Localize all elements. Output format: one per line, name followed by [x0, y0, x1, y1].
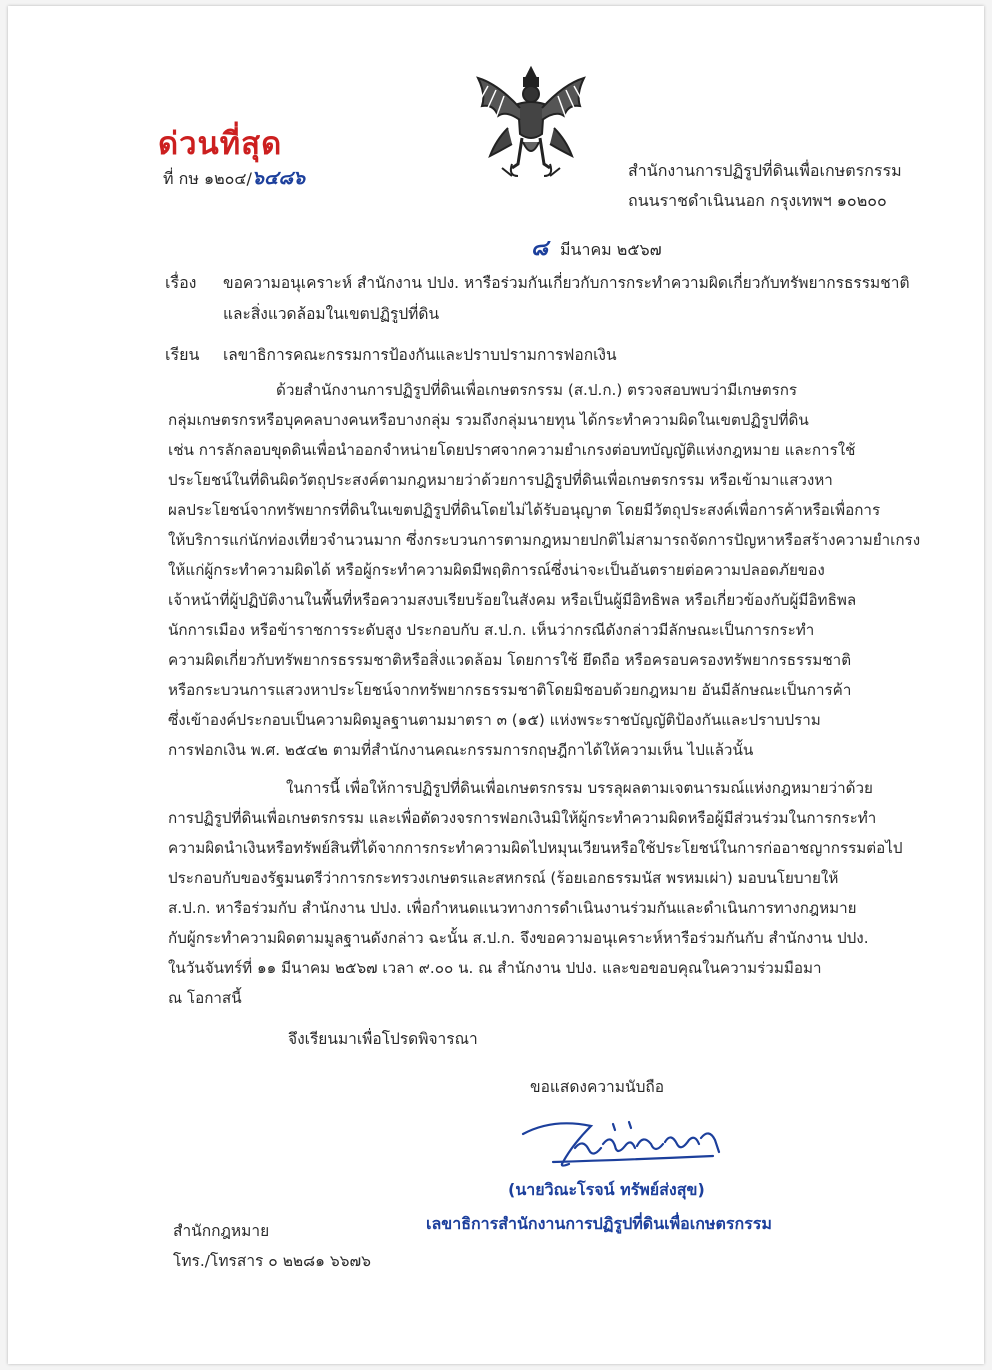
paragraph1-line: หรือกระบวนการแสวงหาประโยชน์จากทรัพยากรธรรมชาติโดยมิชอบด้วยกฎหมาย อันมีลักษณะเป็นการค้า: [168, 681, 852, 699]
letter-page: [8, 6, 984, 1364]
signer-title: เลขาธิการสำนักงานการปฏิรูปที่ดินเพื่อเกษตรกรรม: [426, 1214, 772, 1233]
paragraph1-line: การฟอกเงิน พ.ศ. ๒๕๔๒ ตามที่สำนักงานคณะกรรมการกฤษฎีกาได้ให้ความเห็น ไปแล้วนั้น: [168, 741, 754, 759]
recipient-text: เลขาธิการคณะกรรมการป้องกันและปราบปรามการฟอกเงิน: [223, 346, 617, 364]
footer-department: สำนักกฎหมาย: [173, 1222, 270, 1240]
reference-number: [163, 163, 305, 193]
recipient-label: เรียน: [165, 345, 200, 364]
paragraph2-line: กับผู้กระทำความผิดตามมูลฐานดังกล่าว ฉะนั้น ส.ป.ก. จึงขอความอนุเคราะห์หารือร่วมกันกับ สำนักงาน ปปง.: [168, 929, 869, 947]
paragraph1-line: ผลประโยชน์จากทรัพยากรที่ดินในเขตปฏิรูปที่ดินโดยไม่ได้รับอนุญาต โดยมีวัตถุประสงค์เพื่อการค้าหรือเพื่อการ: [168, 501, 881, 519]
date-month-year: มีนาคม ๒๕๖๗: [559, 240, 662, 259]
paragraph2-line: ในวันจันทร์ที่ ๑๑ มีนาคม ๒๕๖๗ เวลา ๙.๐๐ น. ณ สำนักงาน ปปง. และขอขอบคุณในความร่วมมือมา: [168, 959, 822, 977]
paragraph2-line: ณ โอกาสนี้: [168, 989, 242, 1007]
subject-line-2: และสิ่งแวดล้อมในเขตปฏิรูปที่ดิน: [223, 305, 440, 323]
paragraph1-line: กลุ่มเกษตรกรหรือบุคคลบางคนหรือบางกลุ่ม รวมถึงกลุ่มนายทุน ได้กระทำความผิดในเขตปฏิรูปที่ดิน: [168, 411, 809, 429]
paragraph2-line: ความผิดนำเงินหรือทรัพย์สินที่ได้จากการกระทำความผิดไปหมุนเวียนหรือใช้ประโยชน์ในการก่ออาชญากรรมต่อไป: [168, 839, 903, 857]
subject-label: เรื่อง: [165, 273, 197, 292]
date-day-handwritten: ๘: [531, 236, 548, 261]
office-address: ถนนราชดำเนินนอก กรุงเทพฯ ๑๐๒๐๐: [628, 191, 887, 210]
footer-phone: โทร./โทรสาร ๐ ๒๒๘๑ ๖๖๗๖: [173, 1252, 372, 1270]
paragraph2-line: ในการนี้ เพื่อให้การปฏิรูปที่ดินเพื่อเกษตรกรรม บรรลุผลตามเจตนารมณ์แห่งกฎหมายว่าด้วย: [286, 779, 873, 797]
paragraph1-line: ซึ่งเข้าองค์ประกอบเป็นความผิดมูลฐานตามมาตรา ๓ (๑๕) แห่งพระราชบัญญัติป้องกันและปราบปราม: [168, 711, 821, 729]
paragraph1-line: ให้บริการแก่นักท่องเที่ยวจำนวนมาก ซึ่งกระบวนการตามกฎหมายปกติไม่สามารถจัดการปัญหาหรือสร้างความยำเกรง: [168, 531, 921, 549]
closing-regards: ขอแสดงความนับถือ: [530, 1078, 665, 1096]
paragraph2-line: การปฏิรูปที่ดินเพื่อเกษตรกรรม และเพื่อตัดวงจรการฟอกเงินมิให้ผู้กระทำความผิดหรือผู้มีส่วนร่วมในการกระทำ: [168, 809, 877, 827]
garuda-emblem-icon: [468, 64, 594, 182]
urgency-stamp: ด่วนที่สุด: [158, 126, 283, 162]
paragraph1-line: ความผิดเกี่ยวกับทรัพยากรธรรมชาติหรือสิ่งแวดล้อม โดยการใช้ ยึดถือ หรือครอบครองทรัพยากรธรรมชาติ: [168, 651, 852, 669]
office-name: สำนักงานการปฏิรูปที่ดินเพื่อเกษตรกรรม: [628, 161, 902, 180]
letter-date: [531, 230, 662, 265]
reference-prefix: ที่ กษ ๑๒๐๔/: [163, 169, 252, 188]
signer-name: (นายวิณะโรจน์ ทรัพย์ส่งสุข): [508, 1180, 705, 1199]
paragraph1-line: นักการเมือง หรือข้าราชการระดับสูง ประกอบกับ ส.ป.ก. เห็นว่ากรณีดังกล่าวมีลักษณะเป็นการกระทำ: [168, 621, 815, 639]
paragraph1-line: ด้วยสำนักงานการปฏิรูปที่ดินเพื่อเกษตรกรรม (ส.ป.ก.) ตรวจสอบพบว่ามีเกษตรกร: [276, 381, 798, 399]
closing-request: จึงเรียนมาเพื่อโปรดพิจารณา: [288, 1030, 478, 1048]
subject-line-1: ขอความอนุเคราะห์ สำนักงาน ปปง. หารือร่วมกันเกี่ยวกับการกระทำความผิดเกี่ยวกับทรัพยากรธรรมชาติ: [223, 274, 910, 292]
paragraph1-line: เช่น การลักลอบขุดดินเพื่อนำออกจำหน่ายโดยปราศจากความยำเกรงต่อบทบัญญัติแห่งกฎหมาย และการใช้: [168, 441, 856, 459]
paragraph2-line: ประกอบกับของรัฐมนตรีว่าการกระทรวงเกษตรและสหกรณ์ (ร้อยเอกธรรมนัส พรหมเผ่า) มอบนโยบายให้: [168, 869, 839, 887]
paragraph1-line: เจ้าหน้าที่ผู้ปฏิบัติงานในพื้นที่หรือความสงบเรียบร้อยในสังคม หรือเป็นผู้มีอิทธิพล หรือเกี่ยวข้องกับผู้มีอิทธิพล: [168, 591, 857, 609]
handwritten-signature: [513, 1104, 733, 1184]
reference-handwritten-number: ๖๔๘๖: [251, 167, 306, 189]
paragraph1-line: ให้แก่ผู้กระทำความผิดได้ หรือผู้กระทำความผิดมีพฤติการณ์ซึ่งน่าจะเป็นอันตรายต่อความปลอดภัยของ: [168, 561, 825, 579]
paragraph2-line: ส.ป.ก. หารือร่วมกับ สำนักงาน ปปง. เพื่อกำหนดแนวทางการดำเนินงานร่วมกันและดำเนินการทางกฎหมาย: [168, 899, 857, 917]
paragraph1-line: ประโยชน์ในที่ดินผิดวัตถุประสงค์ตามกฎหมายว่าด้วยการปฏิรูปที่ดินเพื่อเกษตรกรรม หรือเข้ามาแสวงหา: [168, 471, 833, 489]
